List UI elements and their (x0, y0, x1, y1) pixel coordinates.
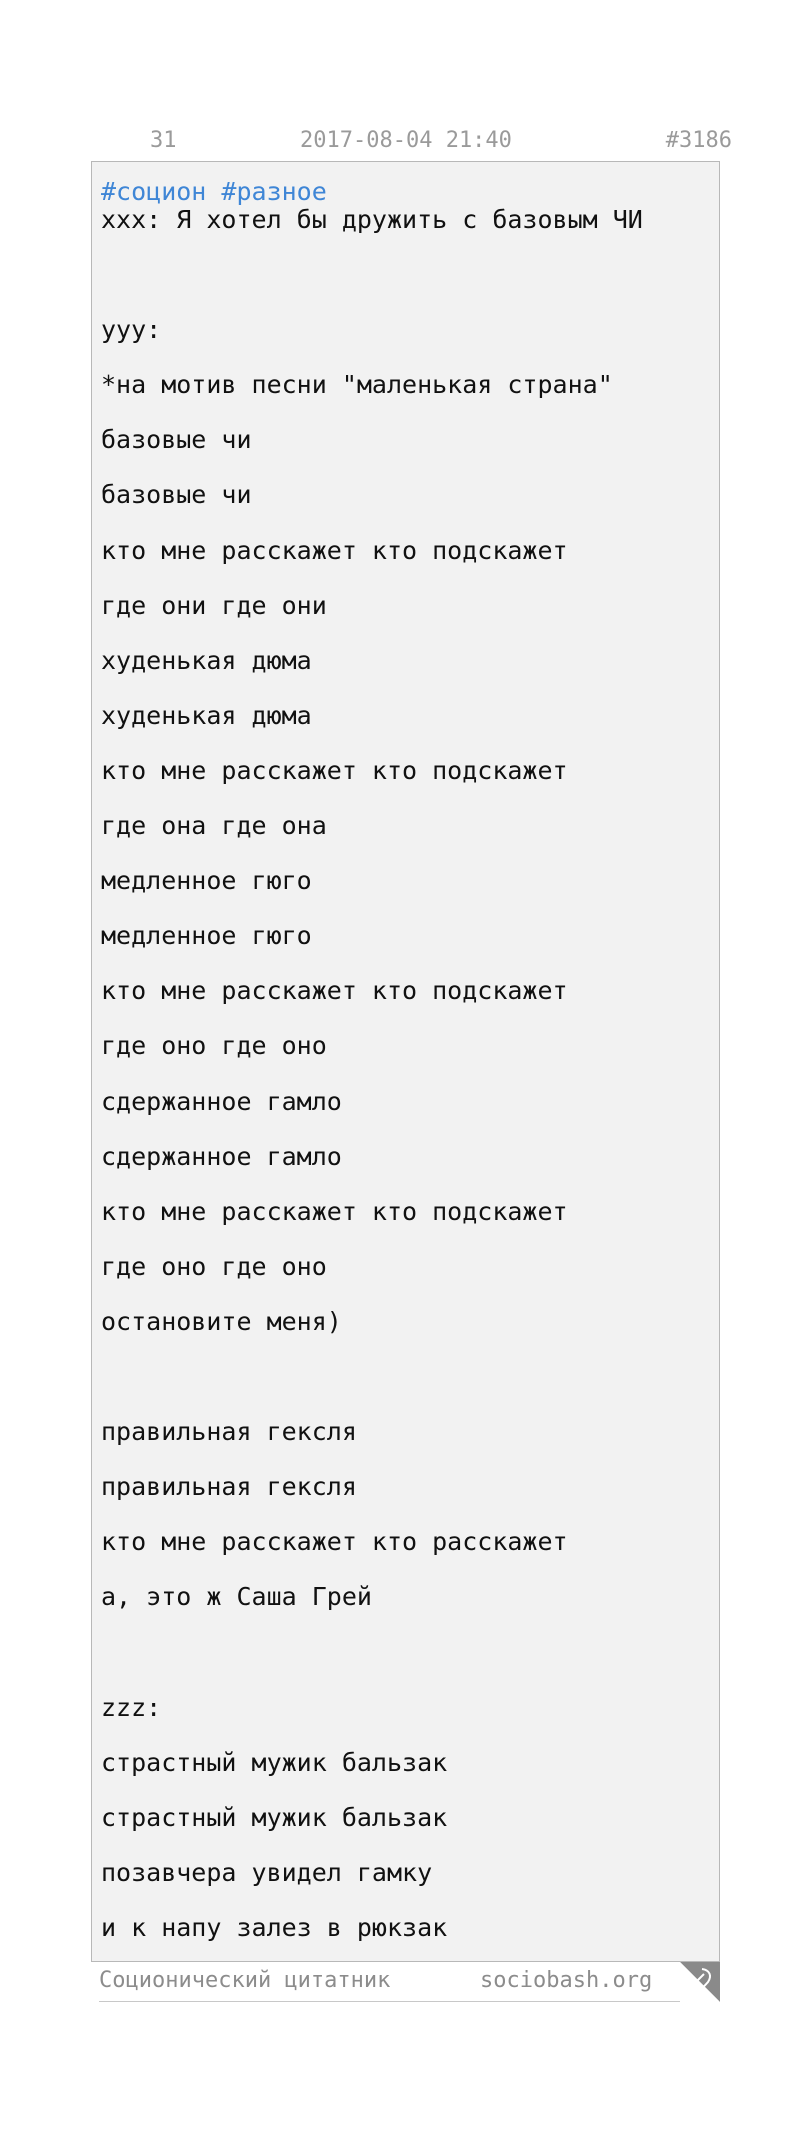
quote-line: кто мне расскажет кто подскажет (101, 976, 568, 1006)
quote-line: худенькая дюма (101, 700, 312, 730)
quote-line: худенькая дюма (101, 645, 312, 675)
quote-line: где они где они (101, 590, 327, 620)
tag-link[interactable]: #социон (101, 177, 207, 206)
quote-line: где она где она (101, 811, 327, 841)
tag-link[interactable]: #разное (221, 177, 327, 206)
quote-line: правильная гексля (101, 1472, 357, 1502)
quote-line: а, это ж Саша Грей (101, 1582, 372, 1612)
quote-line: остановите меня) (101, 1306, 342, 1336)
page-curl-icon[interactable] (680, 1962, 720, 2002)
quote-line: xxx: Я хотел бы дружить с базовым ЧИ (101, 205, 643, 234)
quote-line: страстный мужик бальзак (101, 1747, 448, 1777)
blank-line (101, 259, 711, 314)
quote-date: 2017-08-04 21:40 (300, 128, 512, 153)
quote-meta (92, 128, 732, 158)
quote-line: страстный мужик бальзак (101, 1802, 448, 1832)
quote-line: сдержанное гамло (101, 1086, 342, 1116)
quote-line: zzz: (101, 1692, 162, 1722)
quote-text (101, 204, 711, 1967)
footer-divider (99, 2001, 720, 2002)
quote-line: сдержанное гамло (101, 1141, 342, 1171)
footer-site-name: Соционический цитатник (99, 1968, 391, 1993)
quote-line: кто мне расскажет кто подскажет (101, 535, 568, 565)
quote-line: и к напу залез в рюкзак (101, 1912, 448, 1942)
quote-rating: 31 (150, 128, 177, 153)
quote-line: позавчера увидел гамку (101, 1857, 433, 1887)
quote-line: базовые чи (101, 425, 252, 455)
quote-line: медленное гюго (101, 921, 312, 951)
quote-line: медленное гюго (101, 866, 312, 896)
quote-line: yyy: (101, 315, 162, 345)
quote-id-link[interactable]: #3186 (665, 128, 732, 153)
blank-line (101, 1636, 711, 1691)
quote-line: где оно где оно (101, 1251, 327, 1281)
quote-line: кто мне расскажет кто расскажет (101, 1527, 568, 1557)
footer-domain-link[interactable]: sociobash.org (480, 1968, 653, 1993)
quote-line: кто мне расскажет кто подскажет (101, 755, 568, 785)
quote-line: где оно где оно (101, 1031, 327, 1061)
quote-line: правильная гексля (101, 1417, 357, 1447)
quote-line: *на мотив песни "маленькая страна" (101, 370, 613, 400)
quote-line: кто мне расскажет кто подскажет (101, 1196, 568, 1226)
quote-line: базовые чи (101, 480, 252, 510)
quote-box (91, 161, 720, 1962)
blank-line (101, 1361, 711, 1416)
